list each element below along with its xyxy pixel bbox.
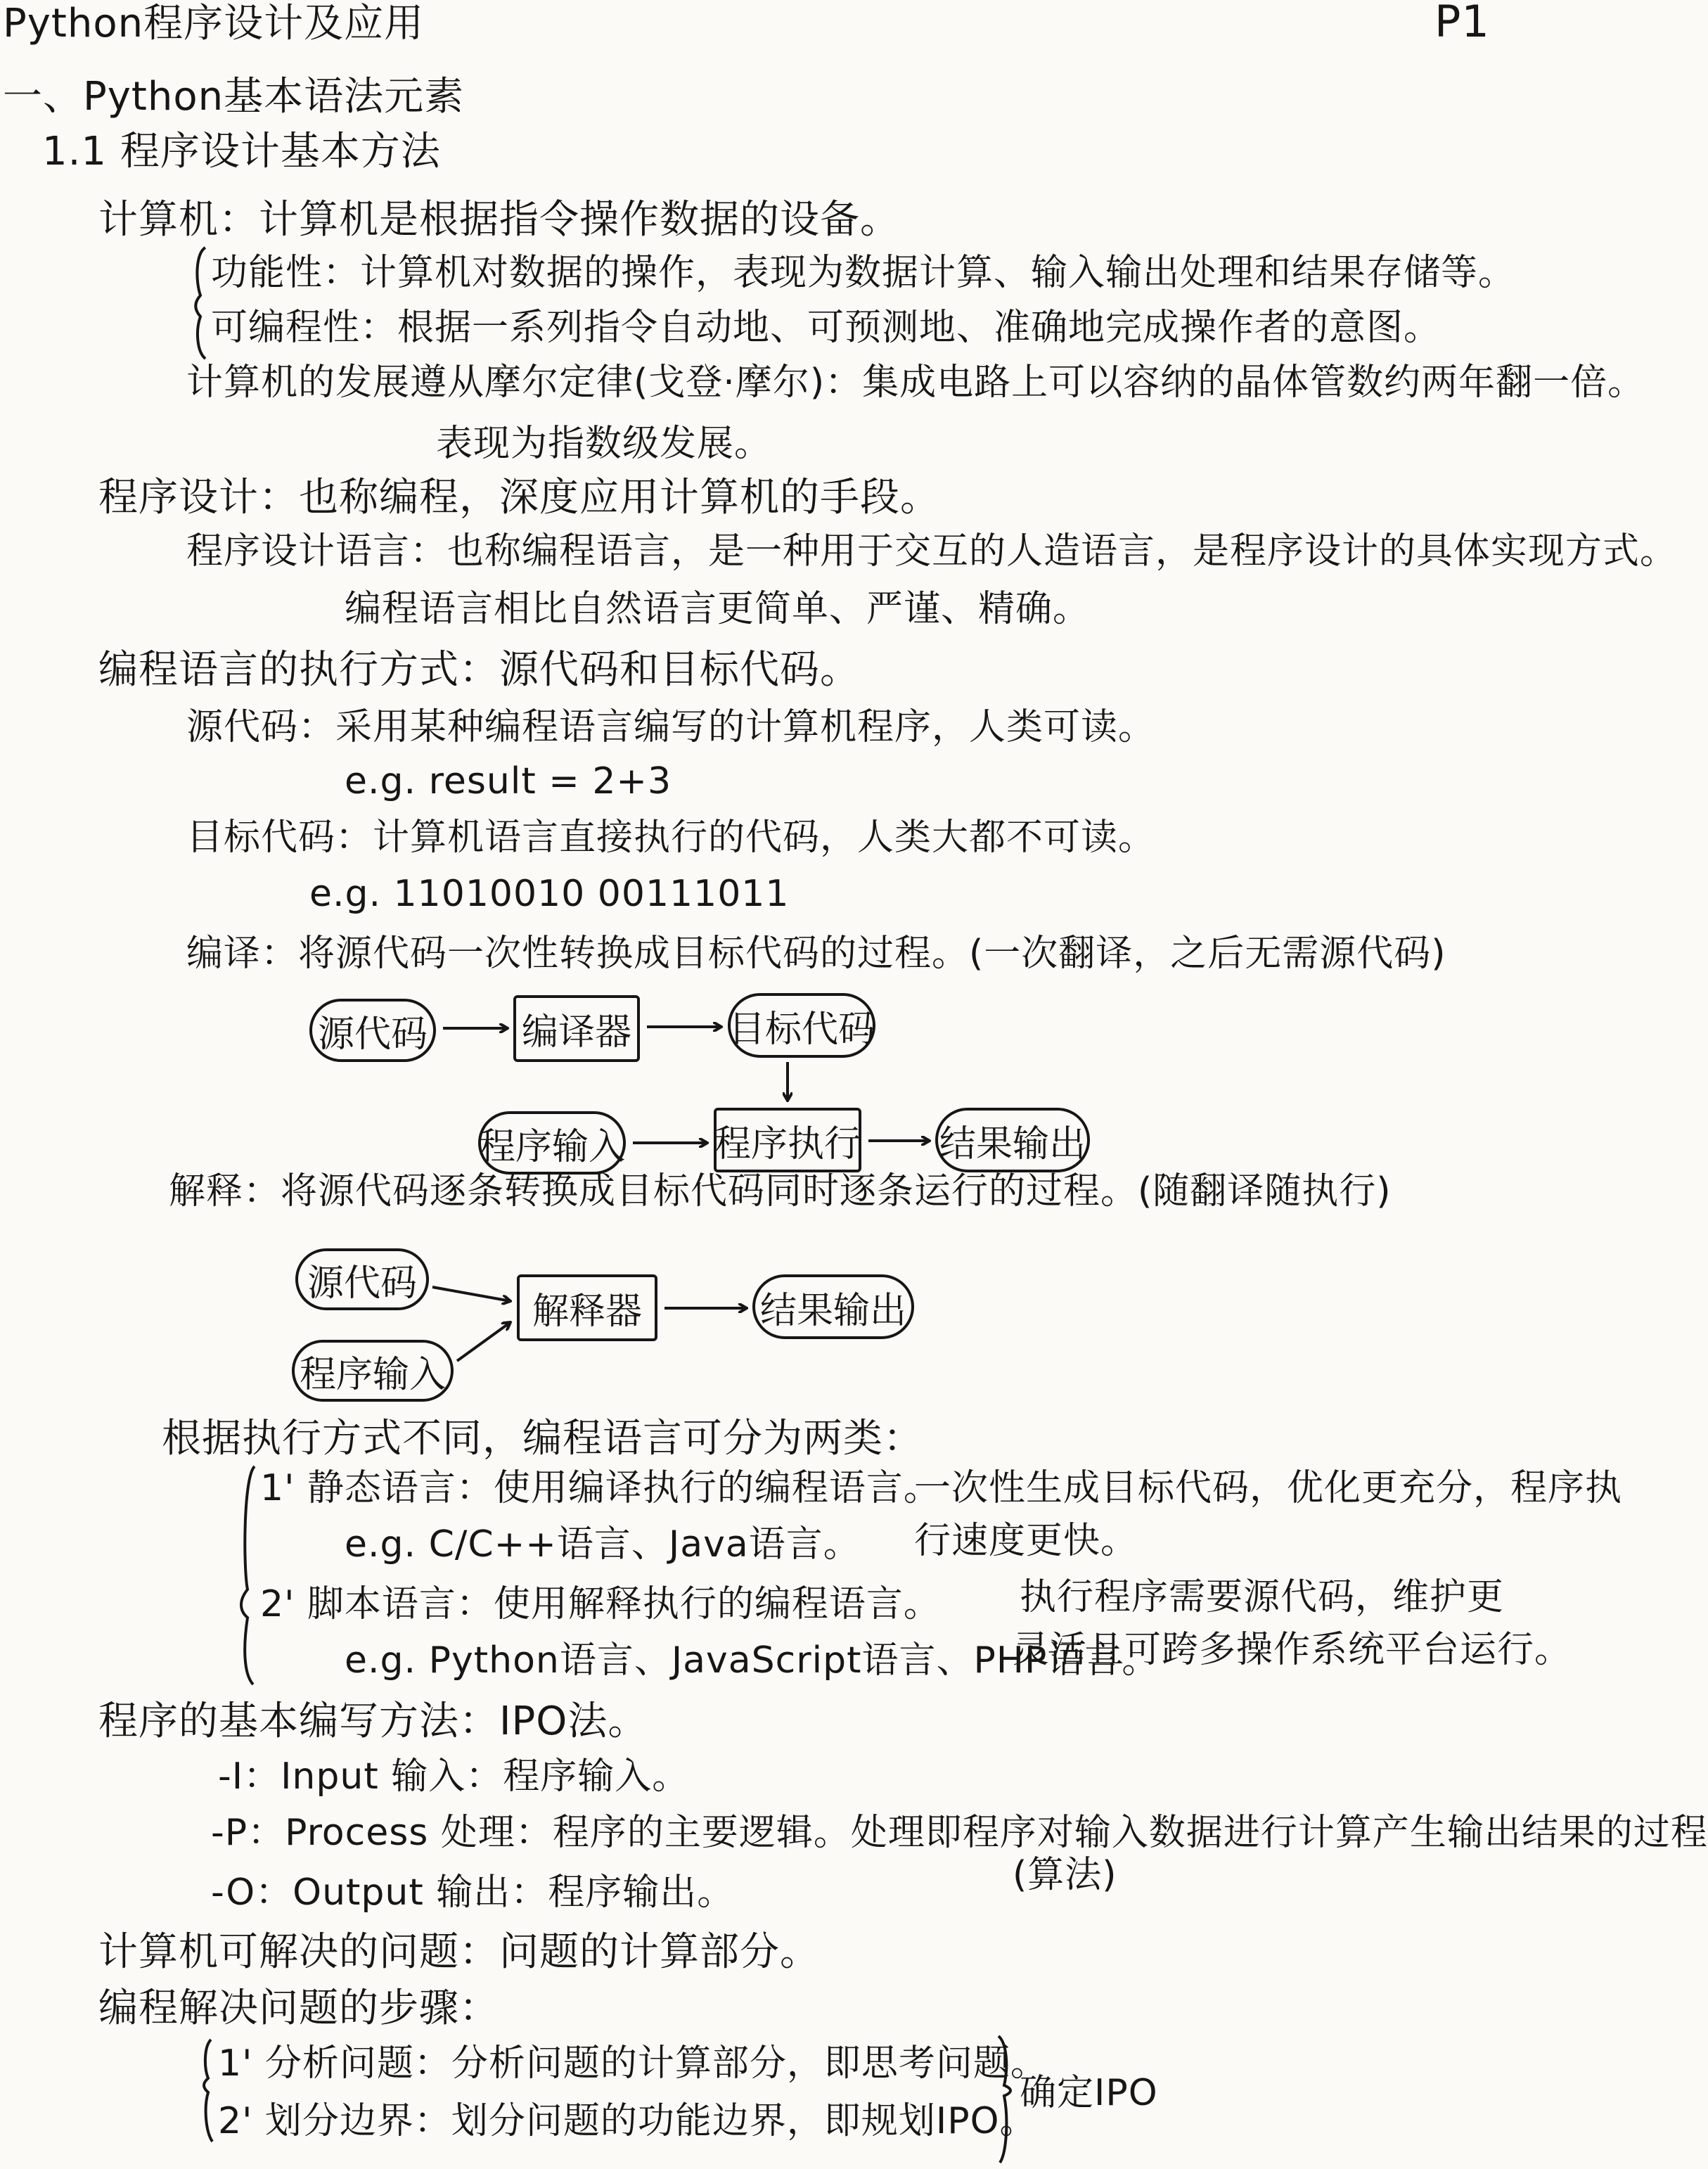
static-language-note-2: 行速度更快。 (914, 1520, 1138, 1562)
target-code-definition: 目标代码：计算机语言直接执行的代码，人类大都不可读。 (186, 817, 1156, 859)
ipo-output: -O：Output 输出：程序输出。 (211, 1872, 735, 1914)
compiler-node: 编译器 (513, 995, 640, 1062)
steps-brace (204, 2040, 212, 2142)
compile-input-node: 程序输入 (478, 1111, 626, 1175)
section-title: 一、Python基本语法元素 (3, 74, 465, 120)
computer-functionality: 功能性：计算机对数据的操作，表现为数据计算、输入输出处理和结果存储等。 (211, 252, 1516, 294)
interpreter-node: 解释器 (517, 1274, 657, 1341)
determine-ipo-note: 确定IPO (1020, 2072, 1158, 2114)
moore-law: 计算机的发展遵从摩尔定律(戈登·摩尔)：集成电路上可以容纳的晶体管数约两年翻一倍。 (186, 362, 1645, 404)
interpret-source-node: 源代码 (295, 1248, 429, 1310)
ipo-title: 程序的基本编写方法：IPO法。 (98, 1698, 648, 1744)
compile-output-node: 结果输出 (935, 1108, 1090, 1172)
interpret-definition: 解释：将源代码逐条转换成目标代码同时逐条运行的过程。(随翻译随执行) (169, 1170, 1392, 1213)
programming-definition: 程序设计：也称编程，深度应用计算机的手段。 (98, 475, 940, 520)
static-language-example: e.g. C/C++语言、Java语言。 (345, 1523, 861, 1566)
page-number: P1 (1434, 0, 1490, 47)
target-code-node: 目标代码 (728, 993, 875, 1058)
categories-title: 根据执行方式不同，编程语言可分为两类： (162, 1416, 923, 1461)
solve-step-1: 1' 分析问题：分析问题的计算部分，即思考问题。 (218, 2042, 1048, 2085)
arrow-input-to-interpreter (457, 1322, 511, 1361)
script-language-example: e.g. Python语言、JavaScript语言、PHP语言。 (345, 1639, 1160, 1682)
static-language: 1' 静态语言：使用编译执行的编程语言。 (260, 1467, 941, 1509)
moore-law-exponential: 表现为指数级发展。 (436, 423, 772, 465)
computer-programmability: 可编程性：根据一系列指令自动地、可预测地、准确地完成操作者的意图。 (211, 307, 1441, 349)
computer-definition: 计算机：计算机是根据指令操作数据的设备。 (98, 197, 900, 243)
subsection-title: 1.1 程序设计基本方法 (42, 129, 441, 174)
script-language-note-1: 执行程序需要源代码，维护更 (1020, 1576, 1505, 1618)
document-title: Python程序设计及应用 (3, 1, 425, 46)
interpret-input-node: 程序输入 (292, 1340, 454, 1402)
solve-steps-title: 编程解决问题的步骤： (98, 1985, 499, 2031)
ipo-process: -P：Process 处理：程序的主要逻辑。处理即程序对输入数据进行计算产生输出结果的过程 (211, 1812, 1708, 1854)
script-language: 2' 脚本语言：使用解释执行的编程语言。 (260, 1583, 941, 1625)
solve-step-2: 2' 划分边界：划分问题的功能边界，即规划IPO。 (218, 2100, 1037, 2142)
programming-language: 程序设计语言：也称编程语言，是一种用于交互的人造语言，是程序设计的具体实现方式。 (186, 530, 1678, 572)
ipo-input: -I：Input 输入：程序输入。 (218, 1755, 690, 1798)
target-code-example: e.g. 11010010 00111011 (309, 873, 790, 915)
computer-brace (195, 248, 205, 359)
execution-title: 编程语言的执行方式：源代码和目标代码。 (98, 647, 860, 693)
interpret-output-node: 结果输出 (752, 1274, 914, 1339)
programming-language-compare: 编程语言相比自然语言更简单、严谨、精确。 (345, 588, 1091, 630)
compile-source-node: 源代码 (309, 999, 436, 1062)
solvable-problem: 计算机可解决的问题：问题的计算部分。 (98, 1929, 820, 1975)
source-code-definition: 源代码：采用某种编程语言编写的计算机程序，人类可读。 (186, 706, 1156, 748)
categories-brace (241, 1466, 255, 1684)
ipo-process-algorithm-note: (算法) (1013, 1854, 1117, 1896)
source-code-example: e.g. result = 2+3 (345, 760, 672, 802)
arrow-source-to-interpreter (432, 1287, 511, 1301)
program-execute-node: 程序执行 (714, 1108, 861, 1172)
script-language-note-2: 灵活且可跨多操作系统平台运行。 (1013, 1629, 1572, 1671)
static-language-note-1: 一次性生成目标代码，优化更充分，程序执 (914, 1467, 1623, 1509)
compile-definition: 编译：将源代码一次性转换成目标代码的过程。(一次翻译，之后无需源代码) (186, 933, 1446, 975)
